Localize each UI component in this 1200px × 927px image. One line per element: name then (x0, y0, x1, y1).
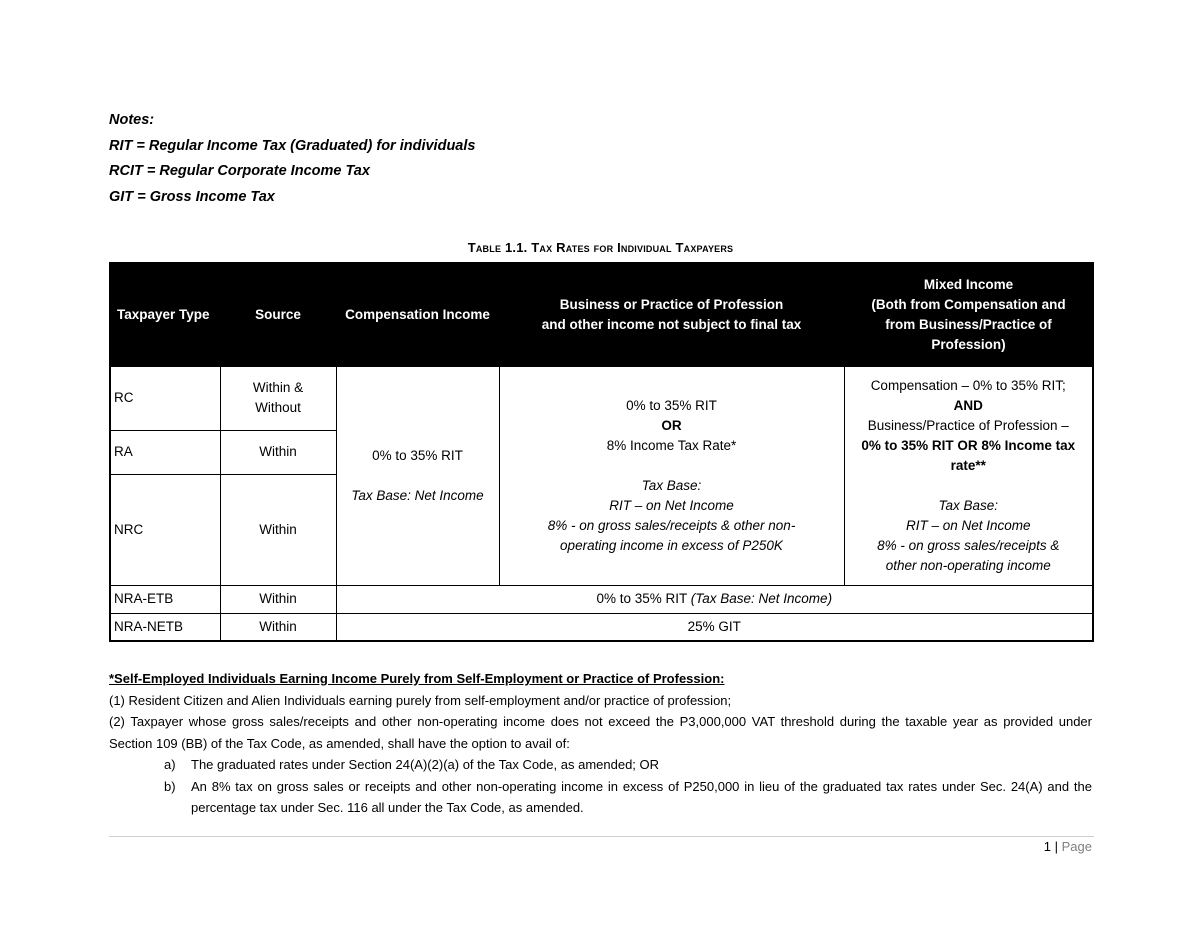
cell-source-nrc: Within (220, 474, 336, 585)
cell-source-rc-line2: Without (255, 400, 301, 416)
cell-source-rc (220, 366, 336, 430)
header-mixed-line4: Profession) (931, 336, 1006, 352)
header-compensation: Compensation Income (336, 263, 499, 366)
header-mixed-line3: from Business/Practice of (885, 316, 1052, 332)
cell-type-nra-etb: NRA-ETB (110, 585, 220, 613)
tax-rates-table (109, 262, 1094, 642)
mixed-base-rit: RIT – on Net Income (905, 517, 1031, 533)
table-row (110, 613, 1093, 641)
table-header-row (110, 263, 1093, 366)
cell-source-nra-etb: Within (220, 585, 336, 613)
nra-etb-base: (Tax Base: Net Income) (690, 591, 833, 606)
footnote-heading: *Self-Employed Individuals Earning Income Purely from Self-Employment or Practice of Profession: (109, 671, 725, 686)
nra-etb-rate: 0% to 35% RIT (596, 591, 687, 606)
notes-title: Notes: (109, 112, 155, 128)
cell-type-rc: RC (110, 366, 220, 430)
table-caption-text: Tax Rates for Individual Taxpayers (531, 240, 734, 255)
header-business-line1: Business or Practice of Profession (559, 296, 784, 312)
table-caption (109, 240, 1092, 255)
business-rate: 0% to 35% RIT (626, 397, 717, 413)
header-taxpayer-type: Taxpayer Type (110, 263, 220, 366)
compensation-rate: 0% to 35% RIT (372, 447, 463, 463)
header-mixed-line2: (Both from Compensation and (871, 296, 1066, 312)
table-row (110, 366, 1093, 430)
page-separator: | (1054, 839, 1058, 854)
note-rcit: RCIT = Regular Corporate Income Tax (109, 163, 370, 179)
cell-type-nra-netb: NRA-NETB (110, 613, 220, 641)
note-git: GIT = Gross Income Tax (109, 188, 275, 205)
business-base-8-line1: 8% - on gross sales/receipts & other non- (547, 517, 796, 533)
business-base-8-line2: operating income in excess of P250K (560, 537, 783, 553)
mixed-base-8-line2: other non-operating income (885, 557, 1051, 573)
header-mixed (844, 263, 1093, 366)
table-caption-prefix: Table 1.1. (467, 240, 528, 255)
footnote-item-text: An 8% tax on gross sales or receipts and other non-operating income in excess of P250,000 in lieu of the graduated tax rates under Sec. 24(A) and the percentage tax under Sec. 116 all under the Tax Code, as amended. (191, 778, 1092, 815)
mixed-line2: Business/Practice of Profession – (867, 417, 1069, 433)
mixed-line4: rate** (950, 457, 986, 473)
header-business-line2: and other income not subject to final tax (541, 316, 802, 332)
page-footer (1044, 839, 1092, 854)
page-label: Page (1061, 839, 1092, 854)
compensation-base: Tax Base: Net Income (351, 487, 484, 503)
footnote-paragraph-2: (2) Taxpayer whose gross sales/receipts and other non-operating income does not exceed the P3,000,000 VAT threshold during the taxable year as provided under Section 109 (BB) of the Tax Code, as amended, shall have the option to avail of: (109, 714, 1092, 751)
mixed-base-8-line1: 8% - on gross sales/receipts & (877, 537, 1060, 553)
cell-source-ra: Within (220, 430, 336, 474)
footnote-item-text: The graduated rates under Section 24(A)(2)(a) of the Tax Code, as amended; OR (191, 757, 660, 772)
cell-nra-etb-rate (336, 585, 1093, 613)
cell-mixed (844, 366, 1093, 585)
footnote-paragraph-1: (1) Resident Citizen and Alien Individuals earning purely from self-employment and/or practice of profession; (109, 692, 732, 708)
cell-source-rc-line1: Within & (252, 380, 304, 396)
cell-type-nrc: NRC (110, 474, 220, 585)
business-8pct: 8% Income Tax Rate* (606, 437, 737, 453)
cell-business (499, 366, 844, 585)
cell-compensation (336, 366, 499, 585)
mixed-line1: Compensation – 0% to 35% RIT; (870, 377, 1066, 393)
footnote-item-label: a) (164, 757, 176, 772)
footer-divider (109, 836, 1094, 837)
business-or: OR (661, 417, 682, 433)
mixed-and: AND (953, 397, 983, 413)
business-base-title: Tax Base: (641, 477, 702, 493)
notes-block (109, 110, 475, 212)
business-base-rit: RIT – on Net Income (609, 497, 734, 513)
mixed-line3: 0% to 35% RIT OR 8% Income tax (861, 437, 1076, 453)
mixed-base-title: Tax Base: (938, 497, 999, 513)
footnote-item-label: b) (164, 778, 176, 794)
footnote-item-b (109, 776, 1092, 819)
cell-nra-netb-rate: 25% GIT (336, 613, 1093, 641)
footnote-item-a (109, 754, 1092, 776)
cell-type-ra: RA (110, 430, 220, 474)
page-number: 1 (1043, 839, 1051, 854)
cell-source-nra-netb: Within (220, 613, 336, 641)
table-row (110, 585, 1093, 613)
header-source: Source (220, 263, 336, 366)
header-business (499, 263, 844, 366)
footnote-block (109, 668, 1092, 819)
header-mixed-line1: Mixed Income (923, 276, 1014, 292)
note-rit: RIT = Regular Income Tax (Graduated) for individuals (109, 137, 476, 154)
